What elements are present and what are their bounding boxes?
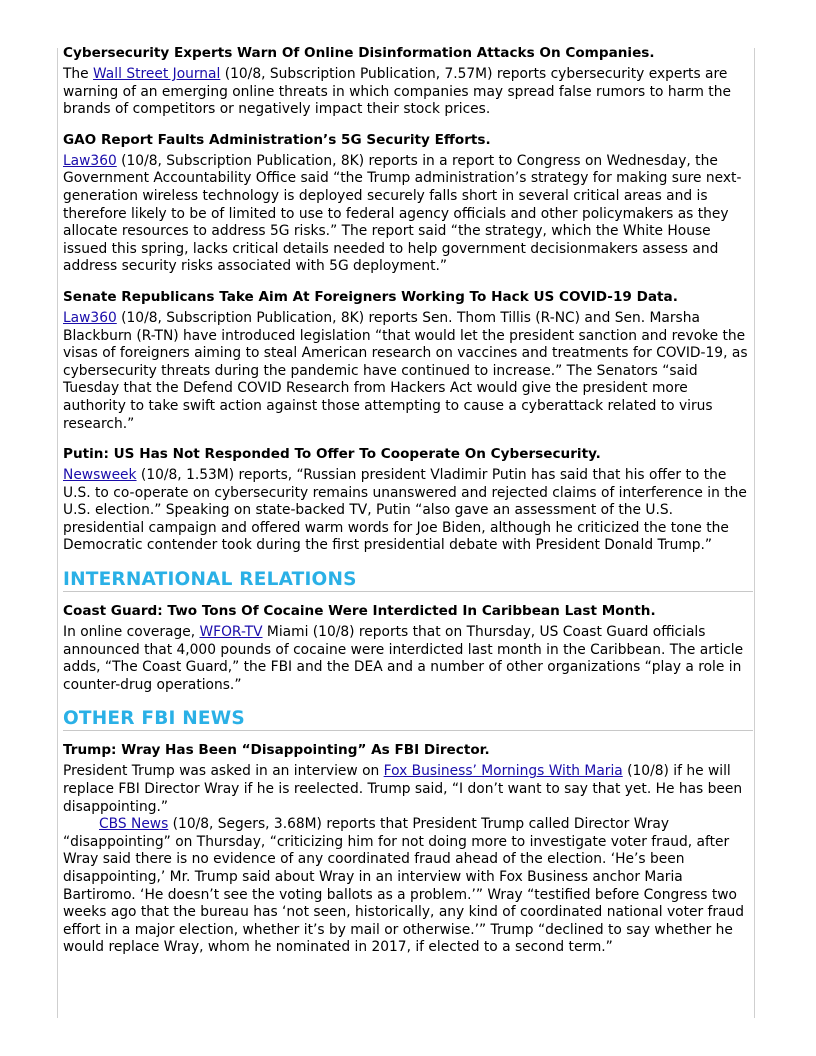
source-link[interactable]: WFOR-TV [199, 624, 263, 641]
article-body [63, 624, 753, 694]
source-link[interactable]: Fox Business’ Mornings With Maria [383, 763, 623, 780]
article-lead-in: The [63, 66, 94, 82]
news-column [63, 44, 753, 969]
article-headline: Coast Guard: Two Tons Of Cocaine Were Interdicted In Caribbean Last Month. [63, 603, 656, 620]
article [63, 445, 753, 555]
article-text: Miami (10/8) reports that on Thursday, US Coast Guard officials announced that 4,000 pounds of cocaine were interdicted last month in the Caribbean. The article adds, “The Coast Guard,” the FBI and the DEA and a number of other organizations “play a role in counter-drug operations.” [63, 624, 744, 693]
article-text: (10/8, Subscription Publication, 8K) reports in a report to Congress on Wednesday, the Government Accountability Office said “the Trump administration’s strategy for making sure next-generation wireless technology is deployed securely falls short in several critical areas and is therefore likely to be of limited to use to federal agency officials and other policymakers as they allocate resources to address 5G risks.” The report said “the strategy, which the White House issued this spring, lacks critical details needed to help government decisionmakers assess and address security risks associated with 5G deployment.” [63, 152, 742, 275]
section-heading-international-relations: INTERNATIONAL RELATIONS [63, 569, 753, 592]
left-column-rule [57, 48, 58, 1018]
section-heading-other-fbi-news: OTHER FBI NEWS [63, 708, 753, 731]
article-lead-in: In online coverage, [63, 624, 200, 641]
source-link[interactable]: Newsweek [63, 467, 137, 484]
article-text: (10/8, Subscription Publication, 7.57M) reports cybersecurity experts are warning of an emerging online threats in which companies may spread false rumors to harm the brands of competitors or negatively impact their stock prices. [63, 66, 731, 118]
article-headline: Trump: Wray Has Been “Disappointing” As FBI Director. [63, 742, 490, 759]
article [63, 741, 753, 957]
article-text: (10/8, Subscription Publication, 8K) reports Sen. Thom Tillis (R-NC) and Sen. Marsha Blackburn (R-TN) have introduced legislation “that would let the president sanction and revoke the visas of foreigners aiming to steal American research on vaccines and treatments for COVID-19, as cybersecurity threats during the pandemic have continued to increase.” The Senators “said Tuesday that the Defend COVID Research from Hackers Act would give the president more authority to take swift action against those attempting to cause a cyberattack related to virus research.” [63, 309, 748, 432]
article-text: (10/8, 1.53M) reports, “Russian president Vladimir Putin has said that his offer to the U.S. to co-operate on cybersecurity remains unanswered and rejected claims of interference in the U.S. election.” Speaking on state-backed TV, Putin “also gave an assessment of the U.S. presidential campaign and offered warm words for Joe Biden, although he criticized the tone the Democratic contender took during the first presidential debate with President Donald Trump.” [63, 467, 747, 554]
article-headline: GAO Report Faults Administration’s 5G Security Efforts. [63, 131, 491, 148]
article-body [63, 816, 753, 957]
article [63, 131, 753, 276]
article-headline: Putin: US Has Not Responded To Offer To Cooperate On Cybersecurity. [63, 446, 601, 463]
article-body [63, 66, 753, 119]
source-link[interactable]: CBS News [99, 816, 169, 833]
article-body [63, 763, 753, 816]
article [63, 288, 753, 433]
article-headline: Cybersecurity Experts Warn Of Online Disinformation Attacks On Companies. [63, 45, 655, 61]
article [63, 602, 753, 694]
article-text: (10/8, Segers, 3.68M) reports that President Trump called Director Wray “disappointing” on Thursday, “criticizing him for not doing more to investigate voter fraud, after Wray said there is no evidence of any coordinated fraud ahead of the election. ‘He’s been disappointing,’ Mr. Trump said about Wray in an interview with Fox Business anchor Maria Bartiromo. ‘He doesn’t see the voting ballots as a problem.’” Wray “testified before Congress two weeks ago that the bureau has ‘not seen, historically, any kind of coordinated national voter fraud effort in a major election, whether it’s by mail or otherwise.’” Trump “declined to say whether he would replace Wray, whom he nominated in 2017, if elected to a second term.” [63, 816, 745, 956]
source-link[interactable]: Law360 [63, 152, 117, 169]
article-headline: Senate Republicans Take Aim At Foreigners Working To Hack US COVID-19 Data. [63, 288, 678, 305]
right-column-rule [754, 48, 755, 1018]
article-body [63, 467, 753, 555]
article-lead-in: President Trump was asked in an interview on [63, 763, 384, 780]
article-text: (10/8) if he will replace FBI Director Wray if he is reelected. Trump said, “I don’t want to say that yet. He has been disappointing.” [63, 763, 743, 815]
source-link[interactable]: Wall Street Journal [93, 66, 221, 82]
article-body [63, 310, 753, 433]
source-link[interactable]: Law360 [63, 309, 117, 326]
article-body [63, 153, 753, 276]
article [63, 44, 753, 119]
